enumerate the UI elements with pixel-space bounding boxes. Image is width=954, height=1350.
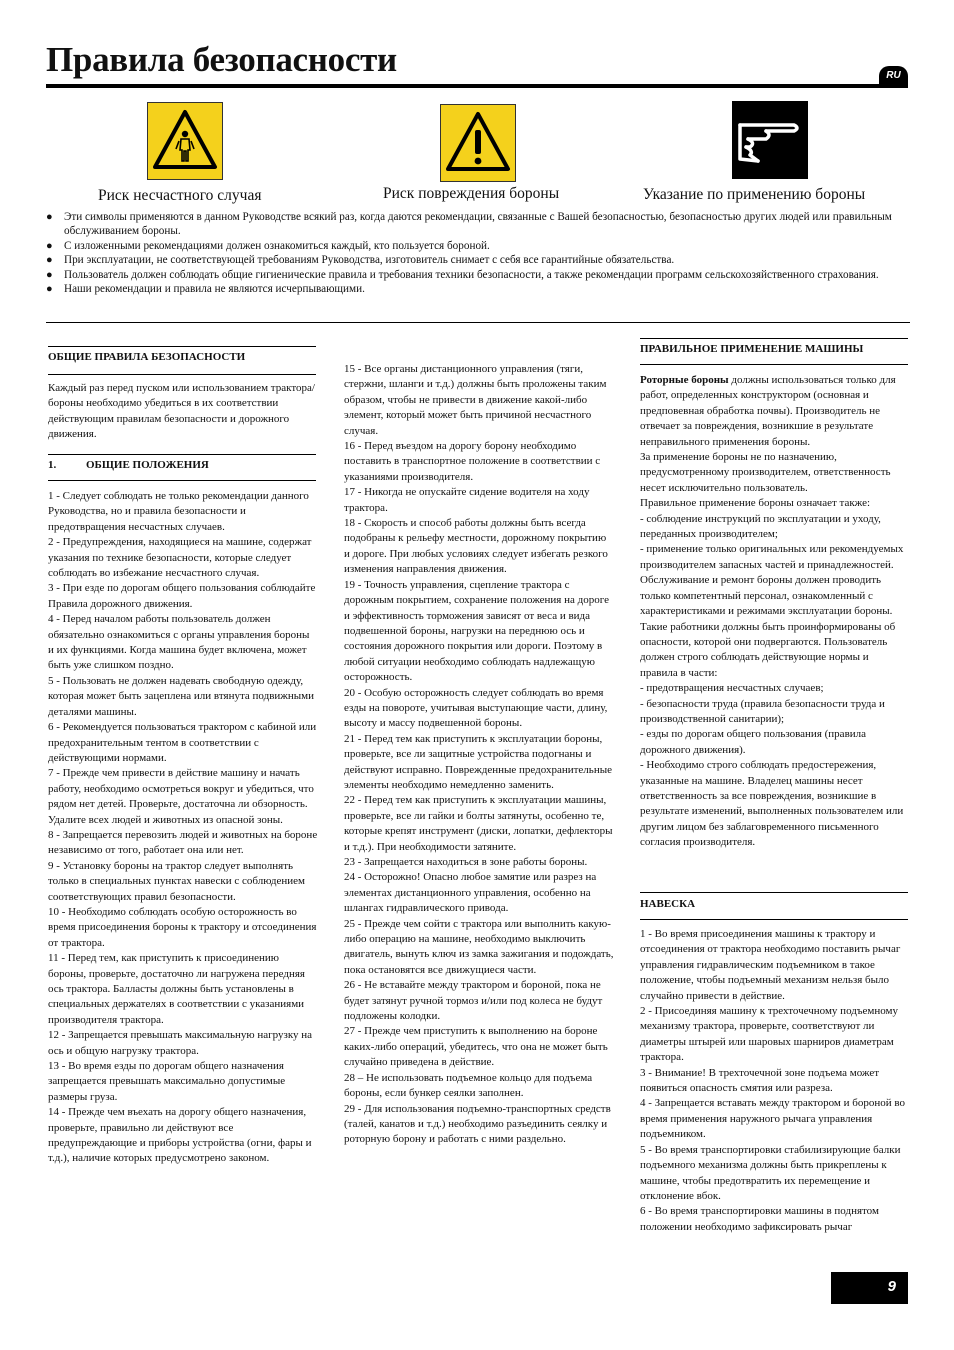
paragraph: 3 - При езде по дорогам общего пользования соблюдайте Правила дорожного движения. xyxy=(48,582,316,610)
paragraph: 11 - Перед тем, как приступить к присоединению бороны, проверьте, достаточно ли нагружена передняя ось трактора. Балласты должны быть установлены в специальных держателях в соответствии с указаниями производителя трактора. xyxy=(48,952,305,1026)
paragraph: 6 - Во время транспортировки машины в поднятом положении необходимо зафиксировать рычаг xyxy=(640,1205,879,1233)
paragraph: - езды по дорогам общего пользования (правила дорожного движения). xyxy=(640,728,867,756)
paragraph: 10 - Необходимо соблюдать особую осторожность во время присоединения бороны к трактору и отсоединения от трактора. xyxy=(48,905,317,949)
paragraph: 26 - Не вставайте между трактором и бороной, пока не будет затянут ручной тормоз и/или под колеса не будут подложены колодки. xyxy=(344,979,603,1023)
list-item: ● Эти символы применяются в данном Руководстве всякий раз, когда даются рекомендации, связанные с Вашей безопасностью, безопасностью других людей или правильным обслуживанием бороны. xyxy=(46,211,892,238)
intro-list xyxy=(46,210,908,296)
paragraph: 20 - Особую осторожность следует соблюдать во время езды на повороте, учитывая выступающие части, длину, высоту и массу подвешенной бороны. xyxy=(344,686,608,730)
accident-risk-warning-icon xyxy=(147,102,223,180)
paragraph: 5 - Во время транспортировки стабилизирующие балки подъемного механизма должны быть прикреплены к машине, чтобы предотвратить их перемещение и отклонение вбок. xyxy=(640,1143,901,1202)
bullet-icon: ● xyxy=(46,254,53,267)
paragraph: 13 - Во время езды по дорогам общего назначения запрещается превышать максимально допустимые размеры груза. xyxy=(48,1060,286,1103)
paragraph: 14 - Прежде чем въехать на дорогу общего назначения, проверьте, правильно ли действуют все предупреждающие и приборы устройства (огни, фары и т.д.), наличие которых предусмотрено законом. xyxy=(48,1106,312,1165)
paragraph: 25 - Прежде чем сойти с трактора или выполнить какую-либо операцию на машине, необходимо выключить двигатель, вынуть ключ из замка зажигания и подождать, пока остановятся все движущиеся части. xyxy=(344,917,614,976)
title-underline xyxy=(46,84,908,88)
paragraph: 3 - Внимание! В трехточечной зоне подъема может появиться опасность смятия или разреза. xyxy=(640,1066,880,1095)
paragraph: 4 - Запрещается вставать между трактором и бороной во время применения наружного рычага управления подъемником. xyxy=(640,1097,905,1141)
paragraph: За применение бороны не по назначению, предусмотренному производителем, ответственность несет исключительно пользователь. xyxy=(640,451,891,494)
page-title: Правила безопасности xyxy=(46,40,397,79)
general-provisions-text-continued xyxy=(344,362,614,1148)
paragraph: - применение только оригинальных или рекомендуемых производителем запасных частей и принадлежностей. xyxy=(640,543,904,571)
paragraph: 9 - Установку бороны на трактор следует выполнять только в специальных пунктах навески с соблюдением соответствующих правил безопасности. xyxy=(48,859,305,903)
hitching-text xyxy=(640,927,908,1235)
paragraph: - безопасности труда (правила безопасности труда и производственной санитарии); xyxy=(640,697,885,725)
paragraph: 2 - Предупреждения, находящиеся на машине, содержат указания по технике безопасности, которые следует соблюдать во избежание несчастного случая. xyxy=(48,536,312,580)
proper-use-heading: ПРАВИЛЬНОЕ ПРИМЕНЕНИЕ МАШИНЫ xyxy=(640,343,864,355)
list-item: ● Наши рекомендации и правила не являются исчерпывающими. xyxy=(46,283,365,296)
paragraph: 22 - Перед тем как приступить к эксплуатации машины, проверьте, все ли гайки и болты затянуты, особенно те, которые крепят инструмент (диски, лопатки, дефлекторы и т.д.). При необходимости затяните. xyxy=(344,794,613,853)
proper-use-heading-box xyxy=(640,338,908,365)
bullet-icon: ● xyxy=(46,211,53,223)
language-badge: RU xyxy=(879,66,908,87)
paragraph: 27 - Прежде чем приступить к выполнению на бороне каких-либо операций, убедитесь, что она не может быть случайно приведена в действие. xyxy=(344,1025,608,1069)
paragraph: 17 - Никогда не опускайте сидение водителя на ходу трактора. xyxy=(344,486,590,514)
bullet-icon: ● xyxy=(46,239,53,252)
paragraph: Роторные бороны должны использоваться только для работ, определенных конструктором (основная и предповевная обработка почвы). Производитель не отвечает за повреждения, возникшие в результате неправильного применения бороны. xyxy=(640,374,896,448)
paragraph: 19 - Точность управления, сцепление трактора с дорожным покрытием, сохранение положения на дороге и эффективность торможения зависят от веса и вида подвешенной бороны, нагрузки на переднюю ось и состояния дорожного покрытия или дороги. Поэтому в любой ситуации необходимо соблюдать надлежащую осторожность. xyxy=(344,578,609,684)
symbol-label-usage-instructions: Указание по применению бороны xyxy=(643,186,866,203)
bullet-icon: ● xyxy=(46,283,53,296)
general-provisions-heading: 1. ОБЩИЕ ПОЛОЖЕНИЯ xyxy=(48,459,209,471)
paragraph: Обслуживание и ремонт бороны должен проводить только компетентный персонал, ознакомленный с характеристиками и режимами эксплуатации бороны. Такие работники должны быть проинформированы об опасности, которой они подвергаются. Пользователь должен строго соблюдать действующие нормы и правила в части: xyxy=(640,574,896,679)
pointing-hand-icon xyxy=(732,101,808,179)
page-number: 9 xyxy=(831,1272,908,1304)
general-safety-heading: ОБЩИЕ ПРАВИЛА БЕЗОПАСНОСТИ xyxy=(48,351,246,363)
paragraph: 7 - Прежде чем привести в действие машину и начать работу, необходимо осмотреться вокруг и убедиться, что рядом нет детей. Проверьте, достаточна ли обзорность. Удалите всех людей и животных из опасной зоны. xyxy=(48,767,314,826)
list-item: ● При эксплуатации, не соответствующей требованиям Руководства, изготовитель снимает с себя все гарантийные обязательства. xyxy=(46,254,675,267)
paragraph: 16 - Перед въездом на дорогу борону необходимо поставить в транспортное положение в соответствии с указаниями производителя. xyxy=(344,440,601,483)
paragraph: 1 - Следует соблюдать не только рекомендации данного Руководства, но и правила безопасности и предотвращения несчастных случаев. xyxy=(48,490,309,533)
paragraph: - соблюдение инструкций по эксплуатации и уходу, переданных производителем; xyxy=(640,512,881,541)
paragraph: Правильное применение бороны означает также: xyxy=(640,497,871,510)
paragraph: - Необходимо строго соблюдать предостережения, указанные на машине. Владелец машины несет ответственность за все повреждения, возникшие в результате изменений, выполненных пользователем или другим лицом без заблаговременного письменного согласия производителя. xyxy=(640,759,904,849)
section-divider xyxy=(46,322,910,323)
paragraph: 21 - Перед тем как приступить к эксплуатации бороны, проверьте, все ли защитные устройства подогнаны и действуют исправно. Поврежденные предохранительные элементы необходимо немедленно заменить. xyxy=(344,732,612,791)
paragraph: 18 - Скорость и способ работы должны быть всегда подобраны к рельефу местности, дорожному покрытию и дороге. При любых условиях следует избегать резкого изменения направления движения. xyxy=(344,517,608,576)
paragraph: 1 - Во время присоединения машины к трактору и отсоединения от трактора необходимо поставить рычаг управления гидравлическим подъемником в такое положение, чтобы подъемный механизм нельзя было случайно привести в действие. xyxy=(640,928,901,1002)
general-provisions-text xyxy=(48,489,318,1167)
paragraph: 2 - Присоединяя машину к трехточечному подъемному механизму трактора, проверьте, соответствуют ли диаметры штырей или шаровых шарниров диаметрам трактора. xyxy=(640,1005,899,1064)
bullet-icon: ● xyxy=(46,268,53,281)
paragraph: 23 - Запрещается находиться в зоне работы бороны. xyxy=(344,856,588,868)
list-item: ● Пользователь должен соблюдать общие гигиенические правила и требования техники безопасности, а также рекомендации программ сельскохозяйственного страхования. xyxy=(46,268,879,281)
general-safety-intro: Каждый раз перед пуском или использованием трактора/бороны необходимо убедиться в их соответствии действующим правилам безопасности и дорожного движения. xyxy=(48,382,315,441)
harrow-damage-warning-icon xyxy=(440,104,516,182)
paragraph: 5 - Пользовать не должен надевать свободную одежду, которая может быть зацеплена или втянута подвижными деталями машины. xyxy=(48,674,314,718)
hitching-heading-box xyxy=(640,892,908,920)
paragraph: 4 - Перед началом работы пользователь должен обязательно ознакомиться с органы управления бороны и их функциями. Когда машина будет включена, может быть уже слишком поздно. xyxy=(48,613,310,672)
hitching-heading: НАВЕСКА xyxy=(640,898,696,910)
list-item: ● С изложенными рекомендациями должен ознакомиться каждый, кто пользуется бороной. xyxy=(46,239,490,252)
paragraph: 29 - Для использования подъемно-транспортных средств (талей, канатов и т.д.) необходимо разъединить сеялку и роторную борону и работать с ними раздельно. xyxy=(344,1102,611,1146)
paragraph: 6 - Рекомендуется пользоваться трактором с кабиной или предохранительным тентом в соответствии с действующими нормами. xyxy=(48,721,317,764)
symbol-label-accident-risk: Риск несчастного случая xyxy=(98,187,262,204)
paragraph: 8 - Запрещается перевозить людей и животных на бороне независимо от того, работает она или нет. xyxy=(48,828,318,857)
general-safety-heading-box xyxy=(48,346,316,375)
paragraph: 24 - Осторожно! Опасно любое замятие или разрез на элементах дистанционного управления, особенно на шлангах гидравлического привода. xyxy=(344,871,597,915)
paragraph: 28 – Не использовать подъемное кольцо для подъема бороны, если бункер сеялки заполнен. xyxy=(344,1071,593,1100)
general-provisions-heading-box xyxy=(48,454,316,481)
paragraph: 12 - Запрещается превышать максимальную нагрузку на ось и общую нагрузку трактора. xyxy=(48,1029,313,1057)
proper-use-text xyxy=(640,373,908,851)
symbol-label-harrow-damage: Риск повреждения бороны xyxy=(383,185,560,202)
paragraph: - предотвращения несчастных случаев; xyxy=(640,682,824,695)
paragraph: 15 - Все органы дистанционного управления (тяги, стержни, шланги и т.д.) должны быть проложены таким образом, чтобы не привести в движение какой-либо элемент, который может быть причиной несчастного случая. xyxy=(344,363,607,437)
